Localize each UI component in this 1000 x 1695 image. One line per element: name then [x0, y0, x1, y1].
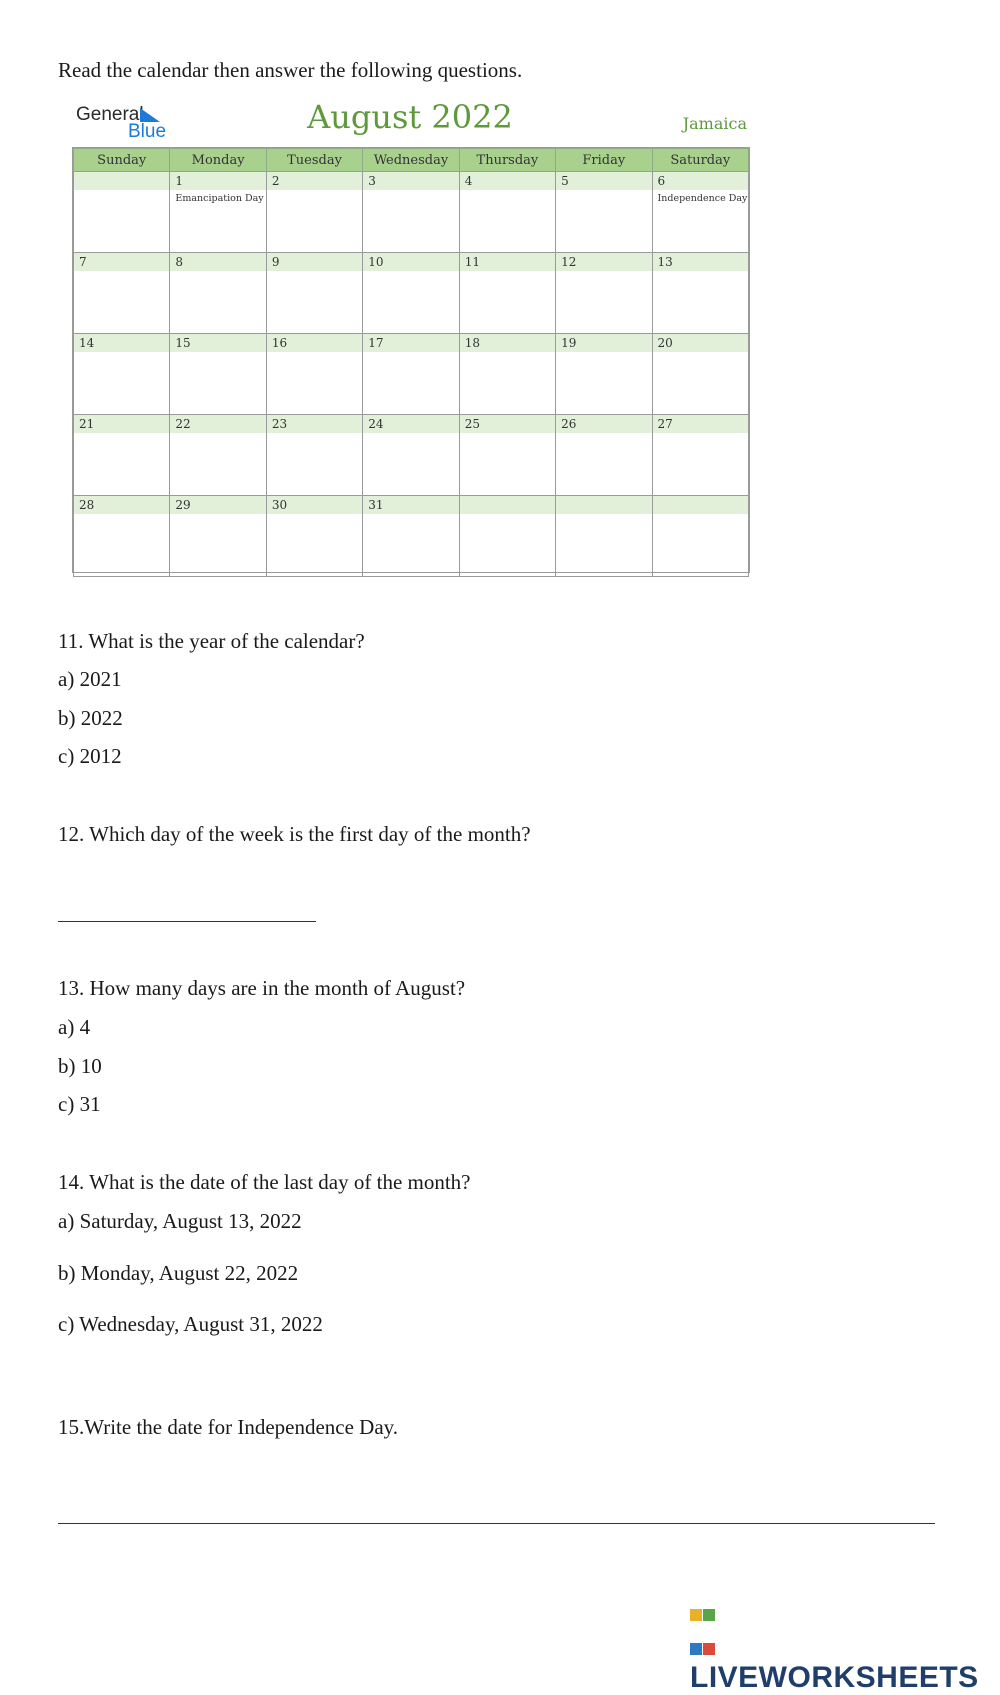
calendar-day-cell [652, 334, 748, 415]
weekday-saturday: Saturday [652, 149, 748, 172]
day-number: 10 [363, 253, 458, 271]
day-number: 16 [267, 334, 362, 352]
calendar-day-cell [459, 415, 555, 496]
q11-option-c[interactable]: c) 2012 [58, 744, 122, 768]
day-number: 7 [74, 253, 169, 271]
day-number: 30 [267, 496, 362, 514]
q13-option-b[interactable]: b) 10 [58, 1054, 102, 1078]
day-number: 22 [170, 415, 265, 433]
day-number [653, 496, 748, 514]
day-number: 13 [653, 253, 748, 271]
calendar-day-cell [74, 172, 170, 253]
calendar-day-cell [652, 415, 748, 496]
day-number: 25 [460, 415, 555, 433]
calendar-day-cell [170, 496, 266, 577]
weekday-header-row [74, 149, 749, 172]
weekday-wednesday: Wednesday [363, 149, 459, 172]
calendar-day-cell [652, 253, 748, 334]
calendar-body [74, 172, 749, 577]
logo-blue: Blue [128, 121, 167, 142]
day-number: 28 [74, 496, 169, 514]
question-15: 15.Write the date for Independence Day. [58, 1415, 399, 1439]
weekday-tuesday: Tuesday [266, 149, 362, 172]
calendar-week [74, 496, 749, 577]
day-number: 24 [363, 415, 458, 433]
question-14: 14. What is the date of the last day of the month? [58, 1170, 471, 1194]
day-number: 4 [460, 172, 555, 190]
calendar-day-cell [74, 253, 170, 334]
calendar-day-cell [266, 496, 362, 577]
q14-option-c[interactable]: c) Wednesday, August 31, 2022 [58, 1312, 323, 1336]
day-number: 26 [556, 415, 651, 433]
day-number [556, 496, 651, 514]
question-12: 12. Which day of the week is the first day of the month? [58, 822, 531, 846]
calendar-day-cell [556, 253, 652, 334]
q12-answer-line[interactable] [58, 921, 316, 922]
calendar-day-cell [652, 496, 748, 577]
logo-general: General [76, 104, 144, 125]
calendar-day-cell [170, 415, 266, 496]
weekday-monday: Monday [170, 149, 266, 172]
calendar-day-cell [170, 172, 266, 253]
calendar-day-cell [363, 334, 459, 415]
calendar-day-cell [170, 334, 266, 415]
calendar-day-cell [266, 334, 362, 415]
day-number: 12 [556, 253, 651, 271]
calendar-day-cell [266, 172, 362, 253]
calendar-day-cell [556, 334, 652, 415]
weekday-friday: Friday [556, 149, 652, 172]
day-number: 21 [74, 415, 169, 433]
calendar-day-cell [363, 172, 459, 253]
day-number: 29 [170, 496, 265, 514]
calendar-week [74, 253, 749, 334]
calendar-day-cell [363, 496, 459, 577]
day-number: 2 [267, 172, 362, 190]
calendar-day-cell [170, 253, 266, 334]
day-number [74, 172, 169, 190]
q11-option-a[interactable]: a) 2021 [58, 667, 122, 691]
q15-answer-line[interactable] [58, 1523, 935, 1524]
calendar-day-cell [74, 496, 170, 577]
calendar-week [74, 415, 749, 496]
day-number: 23 [267, 415, 362, 433]
instruction-text: Read the calendar then answer the following questions. [58, 58, 523, 82]
calendar-day-cell [74, 415, 170, 496]
question-11: 11. What is the year of the calendar? [58, 629, 365, 653]
weekday-sunday: Sunday [74, 149, 170, 172]
calendar-day-cell [266, 415, 362, 496]
day-number: 8 [170, 253, 265, 271]
day-number: 19 [556, 334, 651, 352]
calendar-day-cell [556, 172, 652, 253]
question-13: 13. How many days are in the month of August? [58, 976, 466, 1000]
day-number [460, 496, 555, 514]
q14-option-b[interactable]: b) Monday, August 22, 2022 [58, 1261, 299, 1285]
day-number: 18 [460, 334, 555, 352]
calendar-title: August 2022 [307, 98, 513, 136]
day-number: 6 [653, 172, 748, 190]
day-number: 5 [556, 172, 651, 190]
liveworksheets-logo [690, 1596, 1000, 1695]
day-number: 20 [653, 334, 748, 352]
calendar-day-cell [459, 172, 555, 253]
day-number: 1 [170, 172, 265, 190]
calendar-day-cell [459, 496, 555, 577]
calendar-day-cell [556, 415, 652, 496]
calendar-day-cell [459, 334, 555, 415]
holiday-label: Emancipation Day [175, 193, 264, 204]
calendar-day-cell [459, 253, 555, 334]
liveworksheets-text: LIVEWORKSHEETS [690, 1661, 979, 1694]
day-number: 3 [363, 172, 458, 190]
day-number: 11 [460, 253, 555, 271]
q13-option-c[interactable]: c) 31 [58, 1092, 101, 1116]
day-number: 15 [170, 334, 265, 352]
calendar-day-cell [556, 496, 652, 577]
day-number: 17 [363, 334, 458, 352]
calendar-day-cell [363, 253, 459, 334]
holiday-label: Independence Day [657, 193, 748, 204]
q14-option-a[interactable]: a) Saturday, August 13, 2022 [58, 1209, 302, 1233]
calendar-day-cell [363, 415, 459, 496]
calendar-week [74, 172, 749, 253]
day-number: 31 [363, 496, 458, 514]
q13-option-a[interactable]: a) 4 [58, 1015, 91, 1039]
weekday-thursday: Thursday [459, 149, 555, 172]
day-number: 27 [653, 415, 748, 433]
calendar-country: Jamaica [682, 114, 747, 133]
day-number: 14 [74, 334, 169, 352]
calendar-day-cell [266, 253, 362, 334]
day-number: 9 [267, 253, 362, 271]
calendar-day-cell [652, 172, 748, 253]
calendar-day-cell [74, 334, 170, 415]
calendar-grid [72, 147, 750, 573]
calendar-week [74, 334, 749, 415]
q11-option-b[interactable]: b) 2022 [58, 706, 123, 730]
liveworksheets-mark-icon [690, 1596, 716, 1622]
